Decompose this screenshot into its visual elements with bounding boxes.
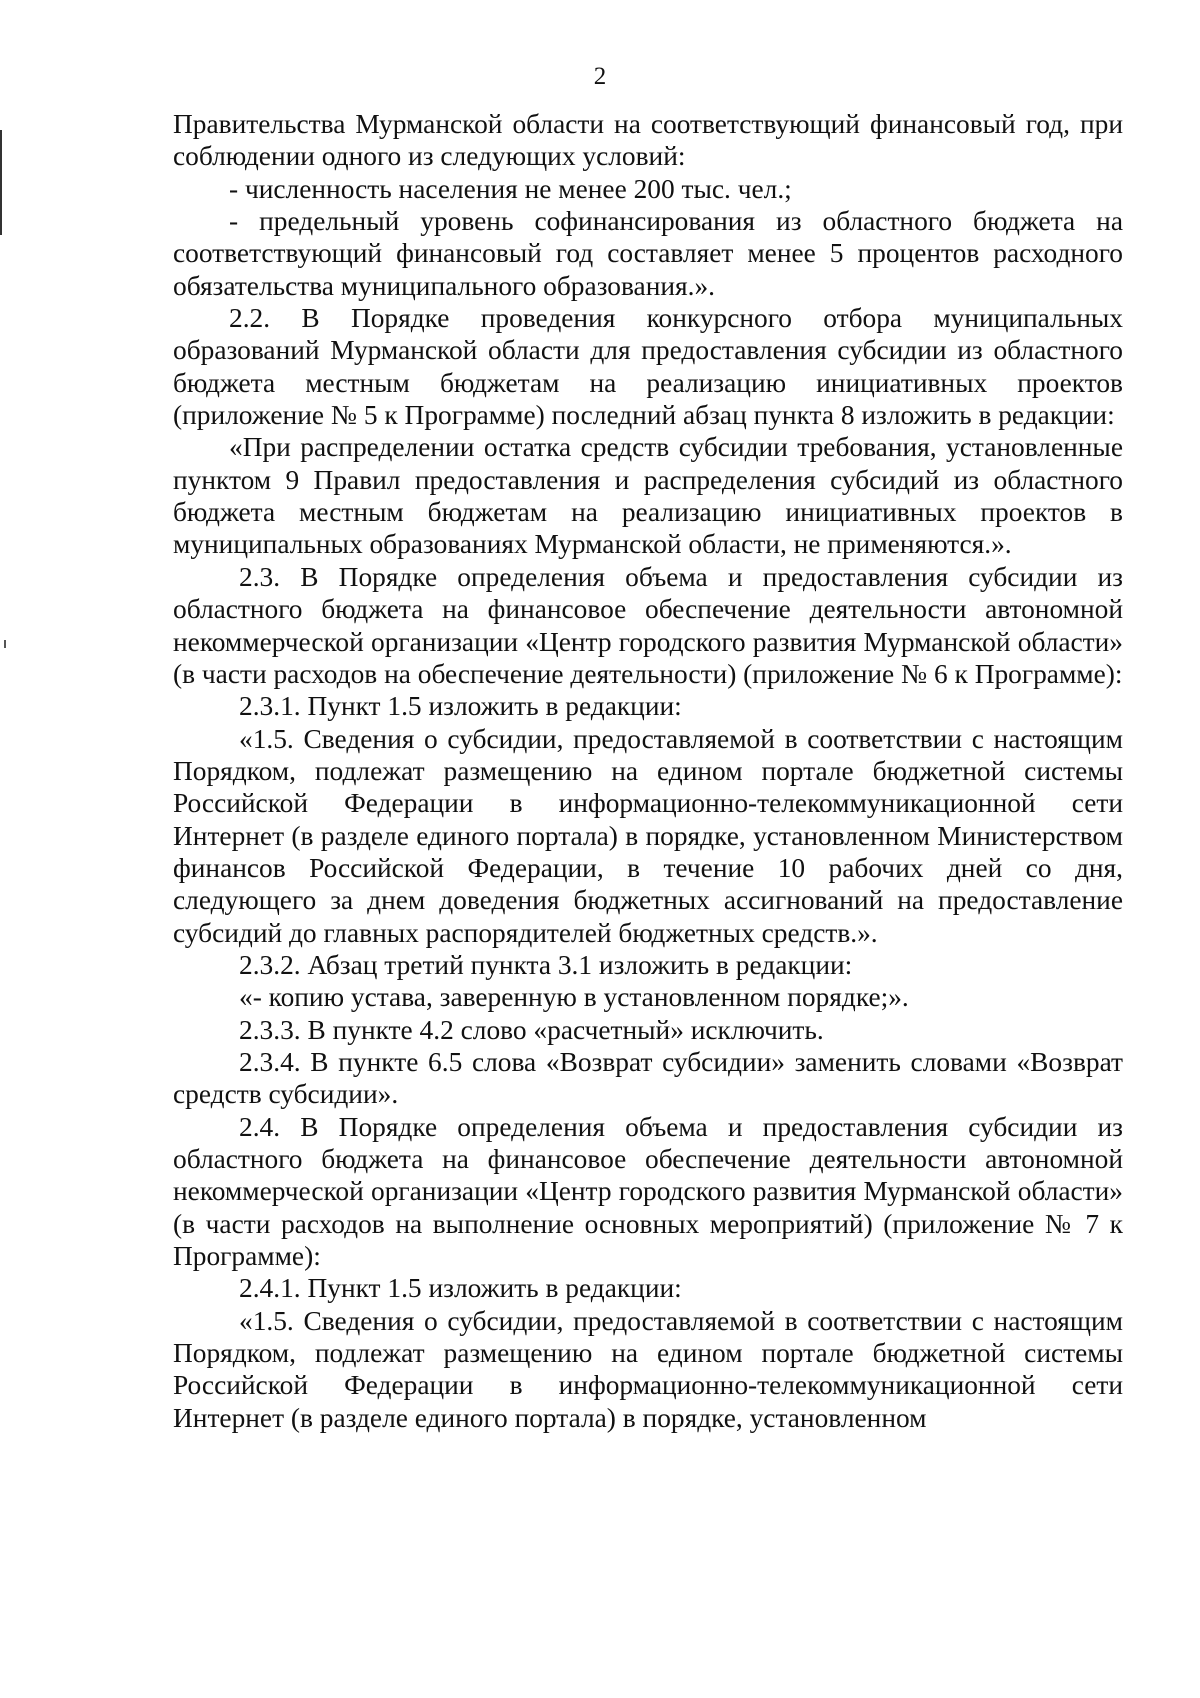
paragraph-2-4-1-quote: «1.5. Сведения о субсидии, предоставляемой в соответствии с настоящим Порядком, подлежат размещению на едином портале бюджетной системы Российской Федерации в информационно-телекоммуникационной сети Интернет (в разделе единого портала) в порядке, установленном bbox=[173, 1305, 1123, 1433]
paragraph-2-3: 2.3. В Порядке определения объема и предоставления субсидии из областного бюджета на финансовое обеспечение деятельности автономной некоммерческой организации «Центр городского развития Мурманской области» (в части расходов на обеспечение деятельности) (приложение № 6 к Программе): bbox=[173, 561, 1123, 689]
paragraph-2-4-1: 2.4.1. Пункт 1.5 изложить в редакции: bbox=[239, 1273, 682, 1304]
paragraph-2-3-1: 2.3.1. Пункт 1.5 изложить в редакции: bbox=[239, 691, 682, 722]
scan-edge-dot bbox=[4, 640, 6, 648]
paragraph-condition-population: - численность населения не менее 200 тыс. чел.; bbox=[229, 173, 792, 204]
paragraph-2-2: 2.2. В Порядке проведения конкурсного отбора муниципальных образований Мурманской области для предоставления субсидии из областного бюджета местным бюджетам на реализацию инициативных проектов (приложение № 5 к Программе) последний абзац пункта 8 изложить в редакции: bbox=[173, 303, 1123, 431]
page-number: 2 bbox=[593, 63, 607, 90]
paragraph-continuation: Правительства Мурманской области на соответствующий финансовый год, при соблюдении одного из следующих условий: bbox=[173, 109, 1123, 172]
scan-edge-mark bbox=[0, 130, 2, 235]
paragraph-2-2-quote: «При распределении остатка средств субсидии требования, установленные пунктом 9 Правил предоставления и распределения субсидий из областного бюджета местным бюджетам на реализацию инициативных проектов в муниципальных образованиях Мурманской области, не применяются.». bbox=[173, 432, 1123, 560]
paragraph-2-3-2: 2.3.2. Абзац третий пункта 3.1 изложить в редакции: bbox=[239, 949, 853, 980]
document-body bbox=[173, 108, 1123, 1434]
paragraph-2-4: 2.4. В Порядке определения объема и предоставления субсидии из областного бюджета на финансовое обеспечение деятельности автономной некоммерческой организации «Центр городского развития Мурманской области» (в части расходов на выполнение основных мероприятий) (приложение № 7 к Программе): bbox=[173, 1111, 1123, 1272]
paragraph-2-3-4: 2.3.4. В пункте 6.5 слова «Возврат субсидии» заменить словами «Возврат средств субсидии». bbox=[173, 1046, 1123, 1110]
paragraph-condition-cofinancing: - предельный уровень софинансирования из областного бюджета на соответствующий финансовый год составляет менее 5 процентов расходного обязательства муниципального образования.». bbox=[173, 206, 1123, 301]
paragraph-2-3-2-quote: «- копию устава, заверенную в установленном порядке;». bbox=[239, 982, 909, 1013]
paragraph-2-3-3: 2.3.3. В пункте 4.2 слово «расчетный» исключить. bbox=[239, 1014, 824, 1045]
paragraph-2-3-1-quote: «1.5. Сведения о субсидии, предоставляемой в соответствии с настоящим Порядком, подлежат размещению на едином портале бюджетной системы Российской Федерации в информационно-телекоммуникационной сети Интернет (в разделе единого портала) в порядке, установленном Министерством финансов Российской Федерации, в течение 10 рабочих дней со дня, следующего за днем доведения бюджетных ассигнований на предоставление субсидий до главных распорядителей бюджетных средств.». bbox=[173, 723, 1123, 948]
